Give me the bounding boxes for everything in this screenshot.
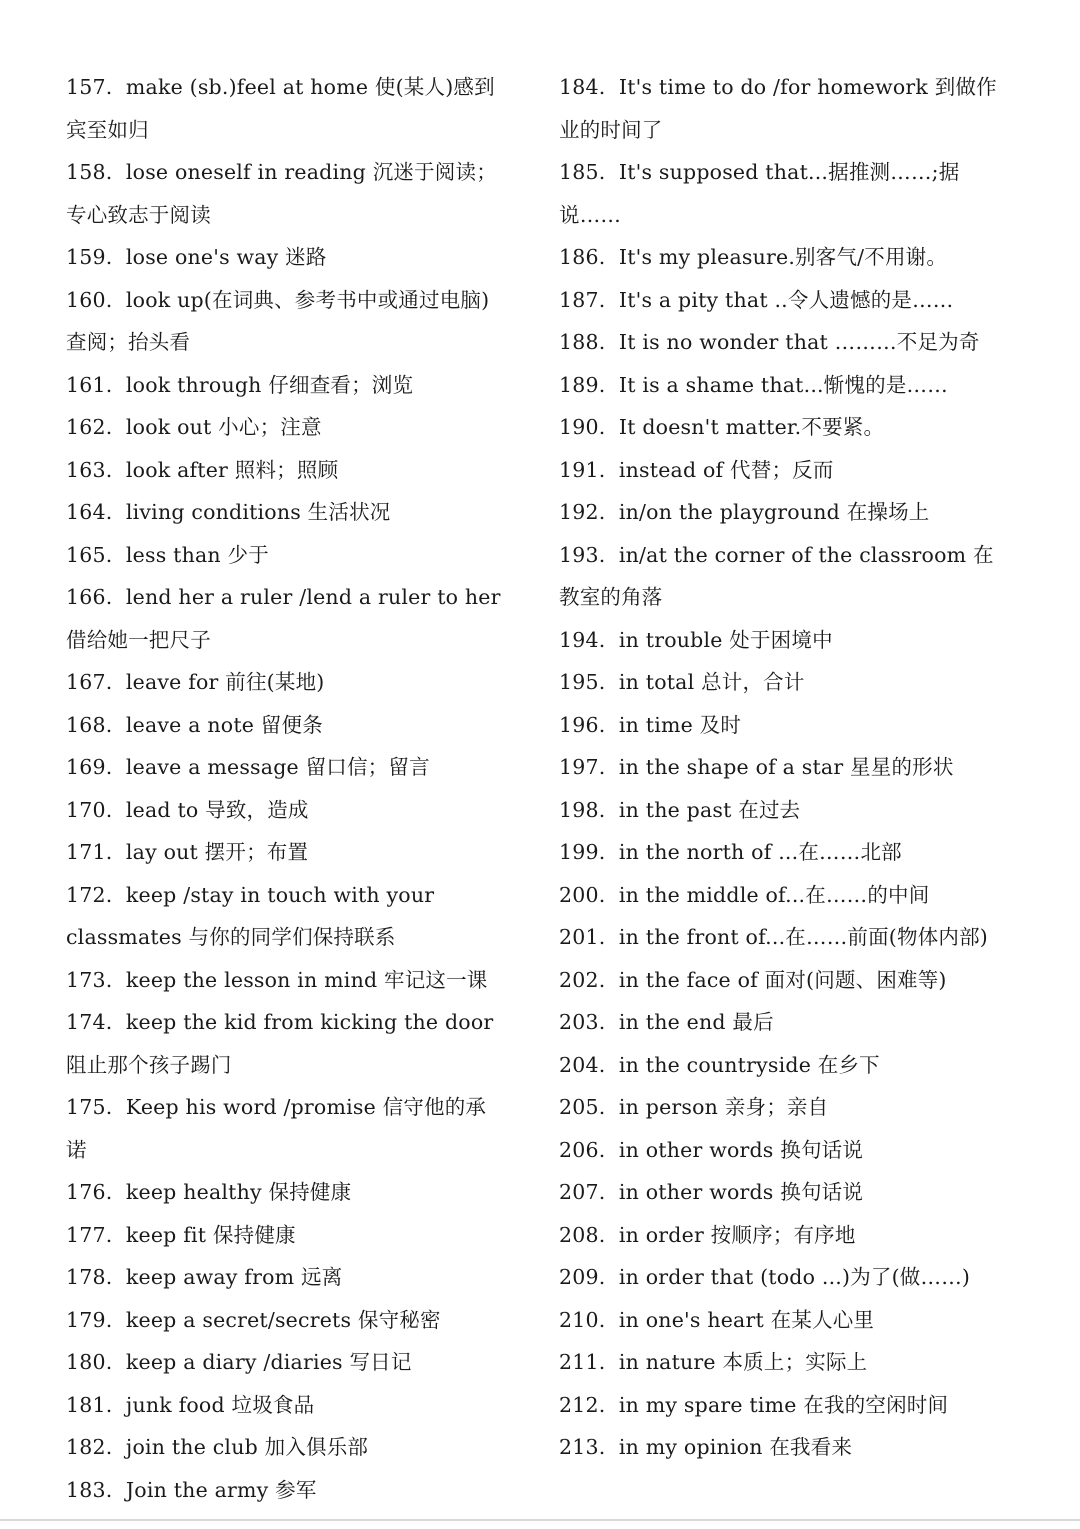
item-text: look after 照料；照顾	[125, 457, 339, 482]
item-text: keep a diary /diaries 写日记	[125, 1350, 412, 1374]
item-text: It doesn't matter.不要紧。	[618, 415, 885, 439]
item-text: leave a message 留口信；留言	[125, 755, 430, 779]
list-item	[66, 831, 506, 874]
item-number: 206.	[559, 1137, 606, 1162]
item-number: 190.	[559, 415, 606, 439]
item-number: 169.	[66, 755, 113, 779]
list-item	[559, 449, 999, 492]
item-text: It is no wonder that ………不足为奇	[618, 330, 980, 354]
item-text: It's my pleasure.别客气/不用谢。	[618, 245, 948, 269]
list-item	[559, 1086, 999, 1129]
item-number: 164.	[66, 500, 113, 524]
list-item	[66, 1299, 506, 1342]
list-item	[559, 704, 999, 747]
item-number: 200.	[559, 882, 606, 907]
list-item	[559, 1256, 999, 1299]
item-text: in the shape of a star 星星的形状	[618, 755, 954, 779]
item-number: 168.	[66, 712, 113, 737]
item-number: 167.	[66, 670, 113, 694]
item-number: 207.	[559, 1180, 606, 1204]
item-number: 191.	[559, 457, 606, 482]
item-text: in other words 换句话说	[618, 1180, 864, 1204]
item-number: 157.	[66, 75, 113, 99]
list-item	[66, 534, 506, 577]
item-text: leave for 前往(某地)	[125, 670, 325, 694]
item-text: It is a shame that...惭愧的是……	[618, 372, 948, 397]
item-number: 172.	[66, 882, 113, 907]
item-text: It's supposed that...据推测……;据说……	[559, 160, 960, 227]
list-item	[66, 1469, 506, 1512]
item-number: 188.	[559, 330, 606, 354]
list-item	[66, 789, 506, 832]
item-text: in the end 最后	[618, 1010, 774, 1034]
item-number: 161.	[66, 372, 113, 397]
item-number: 159.	[66, 245, 113, 269]
item-number: 160.	[66, 287, 113, 312]
item-number: 185.	[559, 160, 606, 184]
list-item	[559, 406, 999, 449]
item-text: in/on the playground 在操场上	[618, 500, 930, 524]
item-number: 205.	[559, 1095, 606, 1119]
item-text: in my opinion 在我看来	[618, 1435, 853, 1459]
item-number: 195.	[559, 670, 606, 694]
list-item	[559, 746, 999, 789]
left-column	[66, 66, 506, 1511]
item-text: keep the kid from kicking the door 阻止那个孩子踢门	[66, 1010, 494, 1077]
list-item	[66, 746, 506, 789]
list-item	[66, 576, 506, 661]
item-text: keep away from 远离	[125, 1265, 343, 1289]
item-number: 210.	[559, 1307, 606, 1332]
list-item	[559, 1171, 999, 1214]
item-text: lose oneself in reading 沉迷于阅读；专心致志于阅读	[66, 160, 497, 227]
item-text: leave a note 留便条	[125, 712, 323, 737]
list-item	[66, 1384, 506, 1427]
item-text: Keep his word /promise 信守他的承诺	[66, 1095, 487, 1162]
item-number: 170.	[66, 797, 113, 822]
item-number: 180.	[66, 1350, 113, 1374]
list-item	[559, 491, 999, 534]
list-item	[559, 619, 999, 662]
item-number: 202.	[559, 967, 606, 992]
item-number: 194.	[559, 627, 606, 652]
list-item	[66, 364, 506, 407]
list-item	[559, 534, 999, 619]
item-number: 165.	[66, 542, 113, 567]
item-number: 199.	[559, 840, 606, 864]
item-number: 203.	[559, 1010, 606, 1034]
list-item	[66, 704, 506, 747]
list-item	[66, 1086, 506, 1171]
item-text: in trouble 处于困境中	[618, 627, 833, 652]
item-number: 193.	[559, 542, 606, 567]
item-number: 189.	[559, 372, 606, 397]
item-text: in the face of 面对(问题、困难等)	[618, 967, 947, 992]
list-item	[66, 1256, 506, 1299]
item-number: 158.	[66, 160, 113, 184]
item-number: 213.	[559, 1435, 606, 1459]
item-text: keep the lesson in mind 牢记这一课	[125, 967, 488, 992]
item-text: in the front of...在……前面(物体内部)	[618, 925, 988, 949]
list-item	[66, 279, 506, 364]
item-text: join the club 加入俱乐部	[125, 1435, 369, 1459]
item-text: living conditions 生活状况	[125, 500, 391, 524]
list-item	[559, 66, 999, 151]
item-text: in nature 本质上；实际上	[618, 1350, 868, 1374]
list-item	[559, 151, 999, 236]
item-text: lay out 摆开；布置	[125, 840, 309, 864]
item-number: 187.	[559, 287, 606, 312]
item-text: lend her a ruler /lend a ruler to her 借给她一把尺子	[66, 585, 501, 652]
list-item	[559, 1299, 999, 1342]
list-item	[559, 831, 999, 874]
item-number: 184.	[559, 75, 606, 99]
item-text: It's a pity that ..令人遗憾的是……	[618, 287, 954, 312]
item-text: look out 小心；注意	[125, 415, 322, 439]
item-number: 162.	[66, 415, 113, 439]
list-item	[66, 491, 506, 534]
list-item	[66, 406, 506, 449]
item-number: 176.	[66, 1180, 113, 1204]
list-item	[559, 874, 999, 917]
item-number: 163.	[66, 457, 113, 482]
item-number: 178.	[66, 1265, 113, 1289]
item-text: junk food 垃圾食品	[125, 1392, 315, 1417]
list-item	[66, 236, 506, 279]
item-number: 204.	[559, 1052, 606, 1077]
list-item	[66, 959, 506, 1002]
list-item	[559, 364, 999, 407]
item-number: 211.	[559, 1350, 606, 1374]
list-item	[66, 1001, 506, 1086]
list-item	[559, 1426, 999, 1469]
item-text: less than 少于	[125, 542, 269, 567]
item-number: 182.	[66, 1435, 113, 1459]
list-item	[66, 66, 506, 151]
item-number: 174.	[66, 1010, 113, 1034]
item-number: 212.	[559, 1392, 606, 1417]
item-text: in one's heart 在某人心里	[618, 1307, 875, 1332]
item-text: instead of 代替；反而	[618, 457, 834, 482]
item-number: 179.	[66, 1307, 113, 1332]
list-item	[559, 959, 999, 1002]
item-text: in other words 换句话说	[618, 1137, 864, 1162]
item-text: in time 及时	[618, 712, 742, 737]
list-item	[559, 236, 999, 279]
item-text: Join the army 参军	[125, 1477, 317, 1502]
item-number: 197.	[559, 755, 606, 779]
item-number: 177.	[66, 1222, 113, 1247]
list-item	[66, 661, 506, 704]
list-item	[559, 661, 999, 704]
item-number: 166.	[66, 585, 113, 609]
item-text: keep fit 保持健康	[125, 1222, 296, 1247]
list-item	[559, 789, 999, 832]
item-text: in total 总计，合计	[618, 670, 805, 694]
page-bottom-divider	[0, 1519, 1080, 1521]
list-item	[66, 874, 506, 959]
item-number: 175.	[66, 1095, 113, 1119]
list-item	[559, 1044, 999, 1087]
item-text: in the north of ...在……北部	[618, 840, 902, 864]
item-number: 198.	[559, 797, 606, 822]
item-number: 192.	[559, 500, 606, 524]
list-item	[66, 151, 506, 236]
item-number: 181.	[66, 1392, 113, 1417]
item-text: in/at the corner of the classroom 在教室的角落	[559, 542, 994, 609]
item-number: 173.	[66, 967, 113, 992]
list-item	[66, 1426, 506, 1469]
item-text: lose one's way 迷路	[125, 245, 327, 269]
item-number: 183.	[66, 1477, 113, 1502]
item-text: keep healthy 保持健康	[125, 1180, 352, 1204]
item-text: keep /stay in touch with your classmates 与你的同学们保持联系	[66, 882, 435, 949]
item-number: 186.	[559, 245, 606, 269]
item-text: make (sb.)feel at home 使(某人)感到宾至如归	[66, 75, 495, 142]
item-text: in my spare time 在我的空闲时间	[618, 1392, 949, 1417]
list-item	[559, 321, 999, 364]
item-text: lead to 导致，造成	[125, 797, 309, 822]
item-text: look up(在词典、参考书中或通过电脑)查阅；抬头看	[66, 287, 490, 354]
item-number: 208.	[559, 1222, 606, 1247]
item-text: in the middle of...在……的中间	[618, 882, 930, 907]
list-item	[559, 1001, 999, 1044]
item-number: 209.	[559, 1265, 606, 1289]
item-text: look through 仔细查看；浏览	[125, 372, 414, 397]
item-text: in the countryside 在乡下	[618, 1052, 880, 1077]
right-column	[559, 66, 999, 1469]
list-item	[66, 1341, 506, 1384]
list-item	[559, 1214, 999, 1257]
item-text: keep a secret/secrets 保守秘密	[125, 1307, 441, 1332]
list-item	[66, 449, 506, 492]
item-text: It's time to do /for homework 到做作业的时间了	[559, 75, 997, 142]
item-text: in person 亲身；亲自	[618, 1095, 829, 1119]
list-item	[559, 1341, 999, 1384]
list-item	[559, 279, 999, 322]
item-number: 171.	[66, 840, 113, 864]
list-item	[66, 1214, 506, 1257]
list-item	[559, 1384, 999, 1427]
list-item	[559, 916, 999, 959]
item-number: 196.	[559, 712, 606, 737]
item-text: in order that (todo ...)为了(做……)	[618, 1265, 971, 1289]
item-text: in the past 在过去	[618, 797, 801, 822]
list-item	[66, 1171, 506, 1214]
item-number: 201.	[559, 925, 606, 949]
item-text: in order 按顺序；有序地	[618, 1222, 856, 1247]
list-item	[559, 1129, 999, 1172]
